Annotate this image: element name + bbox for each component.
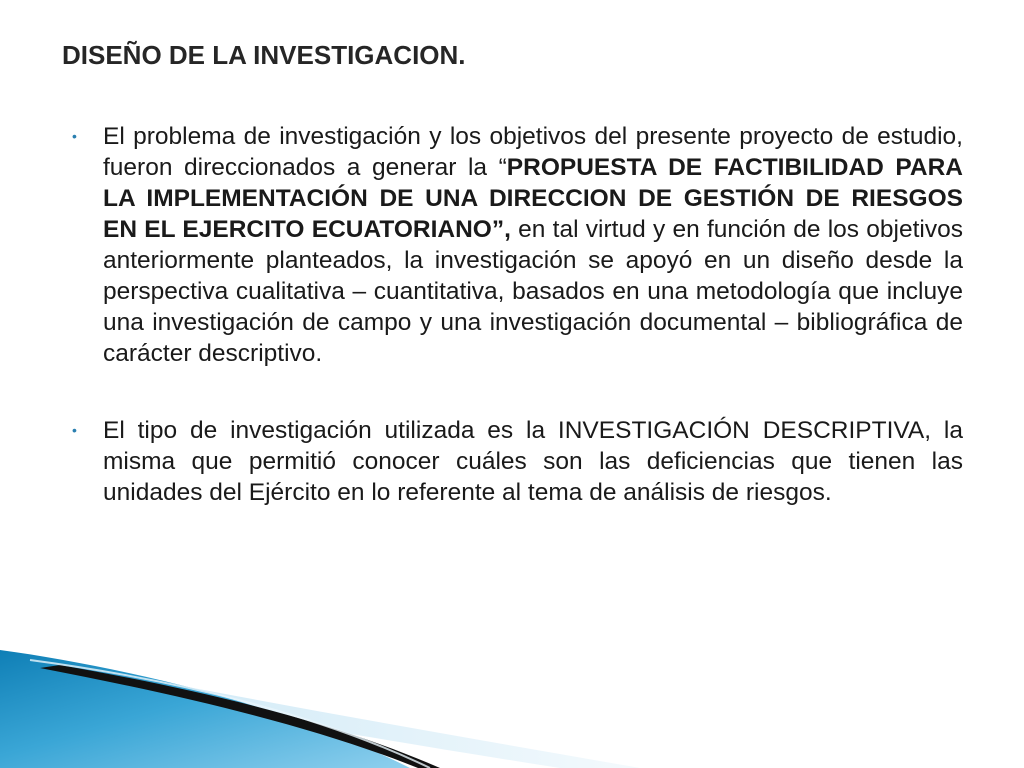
slide-title: DISEÑO DE LA INVESTIGACION. (62, 40, 466, 70)
bullet-dot-icon: • (72, 422, 77, 438)
bullet-item-2 (72, 415, 963, 508)
bullet-1-bold-text: PROPUESTA DE FACTIBILIDAD PARA LA IMPLEMENTACIÓN DE UNA DIRECCION DE GESTIÓN DE RIESGOS EN EL EJERCITO ECUATORIANO”, (103, 154, 964, 243)
bullet-list (72, 121, 963, 508)
bullet-2-text: El tipo de investigación utilizada es la INVESTIGACIÓN DESCRIPTIVA, la misma que permitió conocer cuáles son las deficiencias que tienen las unidades del Ejército en lo referente al tema de análisis de riesgos. (103, 417, 963, 506)
bullet-1-text-start: El problema de investigación y los objetivos del presente proyecto de estudio, fueron direccionados a generar la “ (103, 123, 963, 181)
bullet-1-text-end: en tal virtud y en función de los objetivos anteriormente planteados, la investigación se apoyó en un diseño desde la perspectiva cualitativa – cuantitativa, basados en una metodología que incluye una investigación de campo y una investigación documental – bibliográfica de carácter descriptivo. (103, 216, 963, 367)
bullet-item-1 (72, 121, 963, 369)
bullet-dot-icon: • (72, 128, 77, 144)
